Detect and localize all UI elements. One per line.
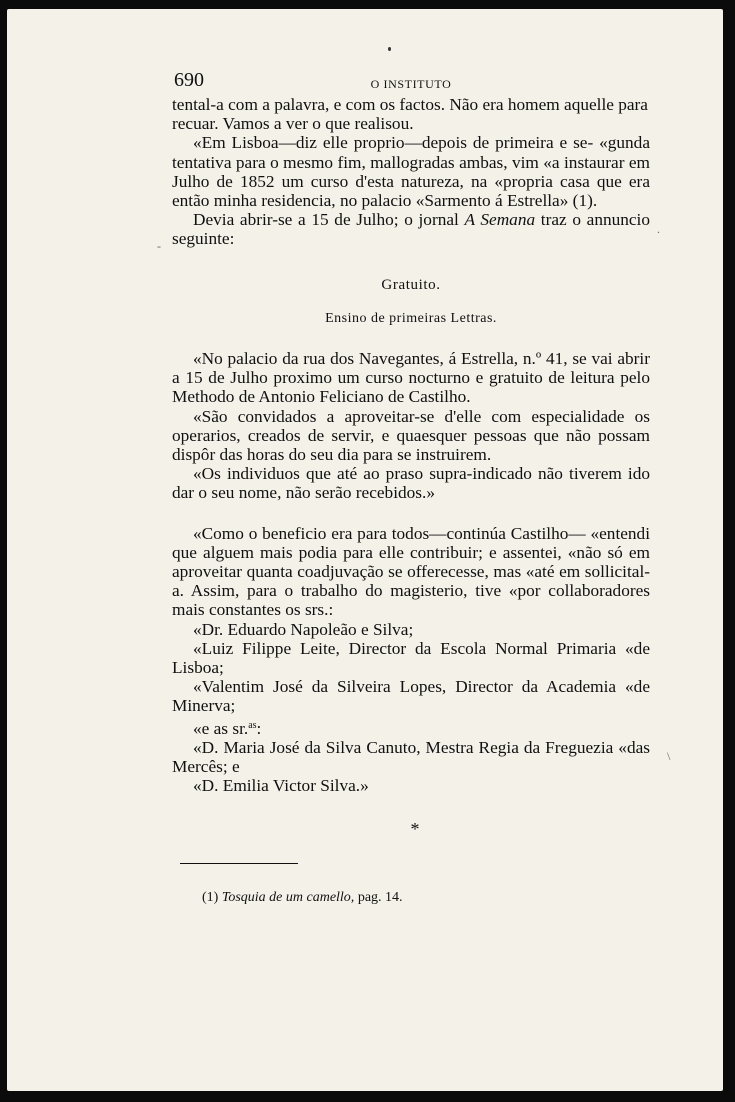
quote-paragraph: «Luiz Filippe Leite, Director da Escola Normal Primaria «de Lisboa; (172, 638, 650, 678)
quote-paragraph: «Valentim José da Silveira Lopes, Director da Academia «de Minerva; (172, 677, 650, 716)
page-number: 690 (174, 69, 204, 91)
text-run: : (256, 718, 262, 738)
announcement-paragraph: «Os individuos que até ao praso supra-indicado não tiverem ido dar o seu nome, não serão recebidos.» (172, 464, 650, 503)
quote-paragraph: «Dr. Eduardo Napoleão e Silva; (193, 619, 414, 639)
quote-paragraph: «D. Emilia Victor Silva.» (193, 776, 369, 796)
quote-paragraph: «D. Maria José da Silva Canuto, Mestra Regia da Freguezia «das Mercês; e (172, 737, 650, 777)
quote-paragraph: «Como o beneficio era para todos—continúa Castilho— «entendi que alguem mais podia para elle contribuir; e assentei, «não só em aproveitar quanta coadjuvação se offerecesse, mas «até em sollicital-a. Assim, para o trabalho do magisterio, tive «por collaboradores mais constantes os srs.: (172, 523, 650, 620)
text-run: «e as sr. (193, 718, 249, 738)
footnote-pages: pag. 14. (354, 889, 403, 905)
footnote-marker: (1) (202, 889, 222, 905)
footnote (172, 888, 650, 907)
running-head: O INSTITUTO (370, 77, 452, 91)
footnote-title: Tosquia de um camello, (221, 889, 355, 905)
heading-ensino: Ensino de primeiras Lettras. (325, 310, 497, 326)
superscript: as (248, 719, 257, 731)
text-run: traz o annuncio seguinte: (172, 210, 650, 249)
page-header (172, 65, 650, 95)
paragraph: tental-a com a palavra, e com os factos. Não era homem aquelle para recuar. Vamos a ver o que realisou. (172, 95, 648, 134)
quote-paragraph (172, 716, 650, 738)
section-separator: * (410, 818, 420, 839)
paragraph: «Em Lisboa—diz elle proprio—depois de primeira e se- «gunda tentativa para o mesmo fim, mallogradas ambas, vim «a instaurar em Julho de 1852 um curso d'esta natureza, na «propria casa que era então minha residencia, no palacio «Sarmento á Estrella» (1). (172, 133, 650, 211)
footnote-rule (180, 863, 298, 864)
margin-mark: - (157, 239, 161, 253)
paragraph (172, 210, 650, 248)
announcement-paragraph: «São convidados a aproveitar-se d'elle com especialidade os operarios, creados de servir, e quaesquer pessoas que não possam dispôr das horas do seu dia para se instruirem. (172, 406, 650, 465)
announcement-paragraph: «No palacio da rua dos Navegantes, á Estrella, n.º 41, se vai abrir a 15 de Julho proximo um curso nocturno e gratuito de leitura pelo Methodo de Antonio Feliciano de Castilho. (172, 349, 650, 407)
book-page (7, 9, 723, 1091)
margin-mark: \ (667, 749, 671, 763)
heading-gratuito: Gratuito. (381, 276, 441, 293)
margin-mark: . (657, 222, 660, 236)
text-run: Devia abrir-se a 15 de Julho; o jornal (193, 210, 465, 230)
top-ornament-dot (388, 47, 391, 51)
newspaper-title: A Semana (464, 210, 536, 230)
page-content (172, 65, 650, 907)
